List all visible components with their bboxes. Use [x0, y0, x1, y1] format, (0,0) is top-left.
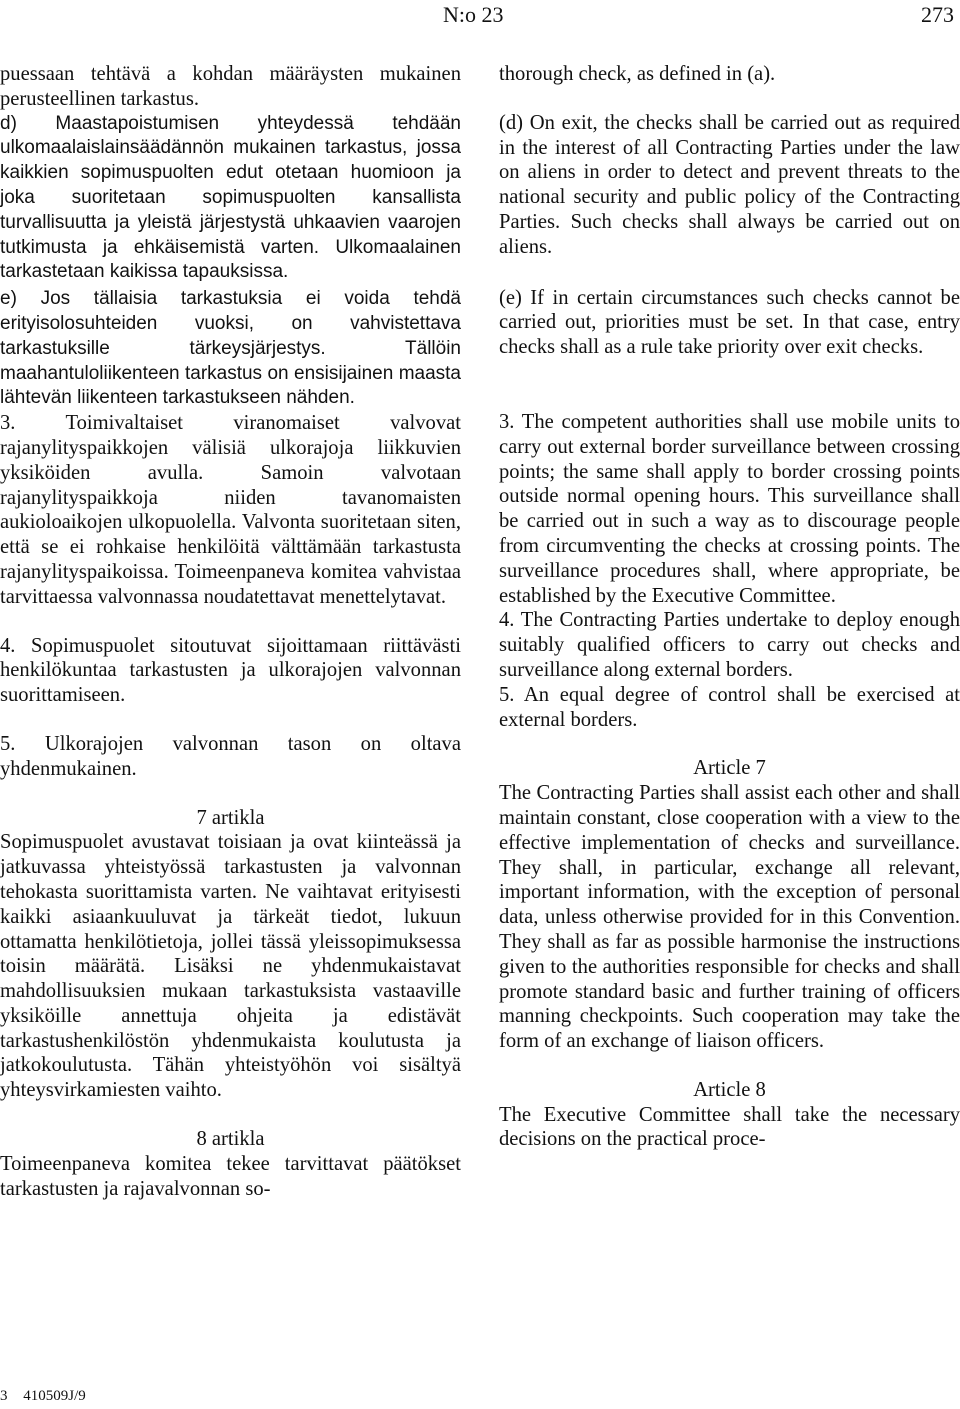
- en-article-8-heading: Article 8: [693, 1078, 766, 1101]
- en-article-7-text: The Contracting Parties shall assist each other and shall maintain constant, close cooperation with a view to the effective implementation of checks and surveillance. They shall, in particular, exchange all relevant, important information, with the exception of personal data, unless otherwise provided for in this Convention. They shall as far as possible harmonise the instructions given to the authorities responsible for checks and shall promote standard basic and further training of officers manning checkpoints. Such cooperation may take the form of an exchange of liaison officers.: [499, 782, 960, 1053]
- en-paragraph-d: (d) On exit, the checks shall be carried out as required in the interest of all Contracting Parties under the law on aliens in order to detect and prevent threats to the national security and public policy of the Contracting Parties. Such checks shall always be carried out on aliens.: [499, 111, 960, 258]
- issue-number: N:o 23: [443, 2, 504, 27]
- page-number: 273: [921, 2, 954, 27]
- fi-article-7-heading: 7 artikla: [196, 806, 265, 829]
- en-paragraph-5: 5. An equal degree of control shall be exercised at external borders.: [499, 683, 960, 731]
- fi-paragraph-d: d) Maastapoistumisen yhteydessä tehdään ulkomaalaislainsäädännön mukainen tarkastus, jossa kaikkien sopimuspuolten edut otetaan huomioon ja joka suoritetaan sopimuspuolten kansallista turvallisuutta ja yleistä järjestystä uhkaavien vaarojen tutkimusta ja ehkäisemistä varten. Ulkomaalainen tarkastetaan kaikissa tapauksissa.: [0, 112, 461, 283]
- english-column: [499, 62, 960, 1152]
- en-paragraph-a-continued: thorough check, as defined in (a).: [499, 63, 776, 85]
- fi-article-8-heading: 8 artikla: [196, 1128, 265, 1151]
- fi-article-7-text: Sopimuspuolet avustavat toisiaan ja ovat kiinteässä ja jatkuvassa yhteistyössä tarkastusten ja valvonnan tehokasta suorittamista varten. Ne vaihtavat erityisesti kaikki asiaankuuluvat ja tärkeät tiedot, lukuun ottamatta henkilötietoja, jollei tässä yleissopimuksessa toisin määrätä. Lisäksi ne yhdenmukaistavat mahdollisuuksien mukaan tarkastuksista vastaaville yksiköille annettuja ohjeita ja edistävät tarkastushenkilöstön yhdenmukaista koulutusta ja jatkokoulutusta. Tähän yhteistyöhön voi sisältyä yhteysvirkamiesten vaihto.: [0, 831, 461, 1102]
- fi-article-8-text: Toimeenpaneva komitea tekee tarvittavat päätökset tarkastusten ja rajavalvonnan so-: [0, 1152, 461, 1200]
- en-article-8-text: The Executive Committee shall take the necessary decisions on the practical proce-: [499, 1103, 960, 1151]
- page-header: [0, 0, 960, 40]
- fi-paragraph-5: 5. Ulkorajojen valvonnan tason on oltava yhdenmukainen.: [0, 732, 461, 780]
- fi-paragraph-e: e) Jos tällaisia tarkastuksia ei voida tehdä erityisolosuhteiden vuoksi, on vahvistettava tarkastuksille tärkeysjärjestys. Tällöin maahantuloliikenteen tarkastus on ensisijainen maasta lähtevän liikenteen tarkastukseen nähden.: [0, 288, 461, 409]
- sheet-number: 3: [0, 1388, 8, 1404]
- fi-paragraph-3: 3. Toimivaltaiset viranomaiset valvovat rajanylityspaikkojen välisiä ulkorajoja liikkuvien yksiköiden avulla. Samoin valvotaan rajanylityspaikkoja niiden tavanomaisten aukioloaikojen ulkopuolella. Valvonta suoritetaan siten, että se ei rohkaise henkilöitä välttämään tarkastusta rajanylityspaikoissa. Toimeenpaneva komitea vahvistaa tarvittaessa valvonnassa noudatettavat menettelytavat.: [0, 412, 461, 608]
- print-code: 410509J/9: [23, 1388, 86, 1404]
- fi-paragraph-4: 4. Sopimuspuolet sitoutuvat sijoittamaan riittävästi henkilökuntaa tarkastusten ja ulkorajojen valvonnan suorittamiseen.: [0, 634, 461, 707]
- en-paragraph-4: 4. The Contracting Parties undertake to deploy enough suitably qualified officers to carry out checks and surveillance along external borders.: [499, 609, 960, 681]
- en-article-7-heading: Article 7: [693, 757, 766, 780]
- en-paragraph-e: (e) If in certain circumstances such checks cannot be carried out, priorities must be set. In that case, entry checks shall as a rule take priority over exit checks.: [499, 286, 960, 359]
- finnish-column: [0, 62, 461, 1201]
- page-footer: [0, 1388, 86, 1405]
- en-paragraph-3: 3. The competent authorities shall use mobile units to carry out external border surveillance between crossing points; the same shall apply to border crossing points outside normal opening hours. This surveillance shall be carried out in such a way as to discourage people from circumventing the checks at crossing points. The surveillance procedures shall, where appropriate, be established by the Executive Committee.: [499, 410, 960, 607]
- fi-paragraph-a-continued: puessaan tehtävä a kohdan määräysten mukainen perusteellinen tarkastus.: [0, 63, 461, 110]
